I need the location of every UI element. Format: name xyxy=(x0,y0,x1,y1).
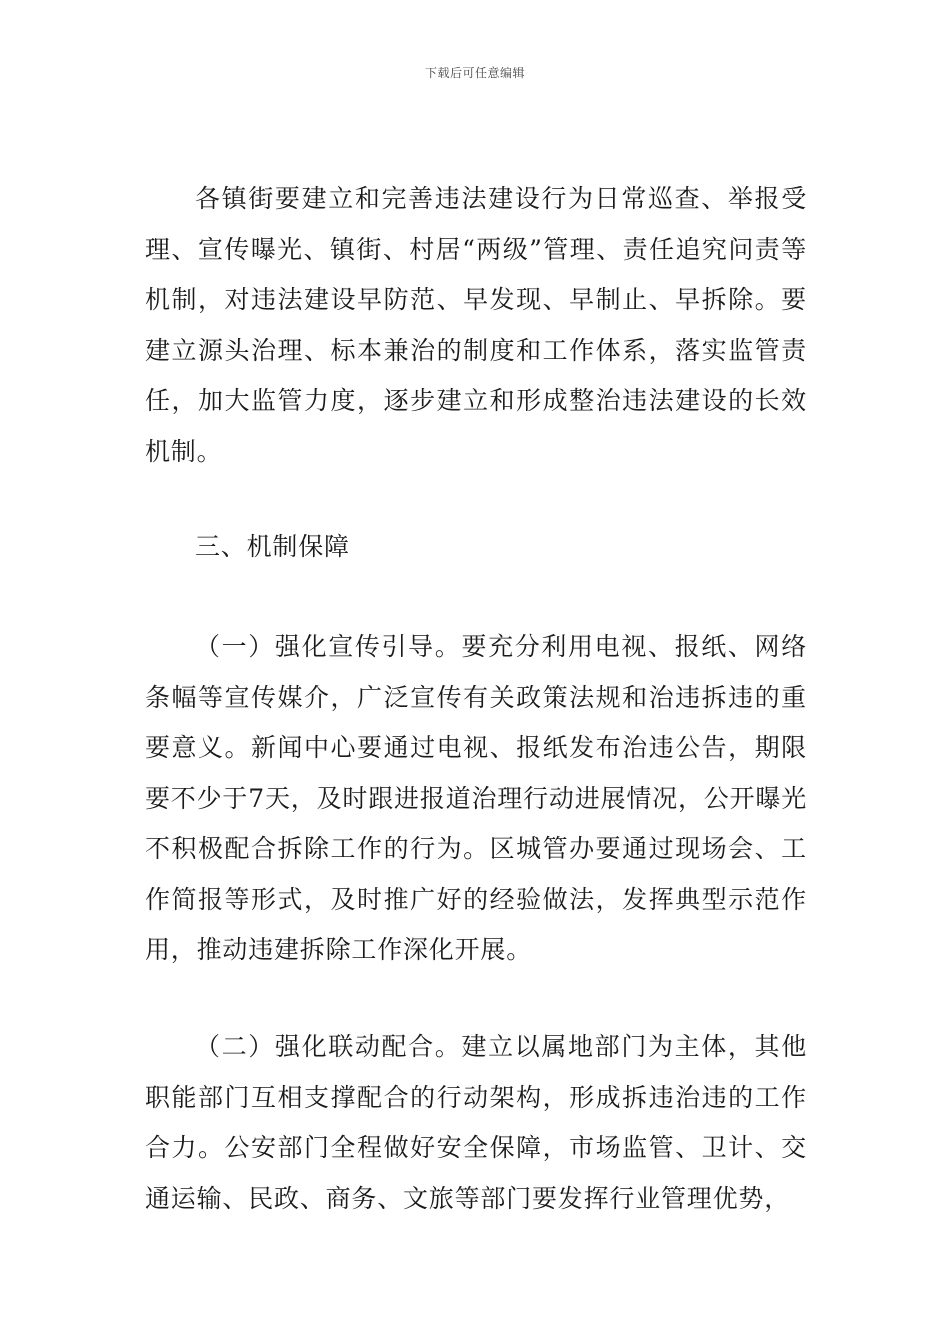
paragraph-governance-mechanism: 各镇街要建立和完善违法建设行为日常巡查、举报受理、宣传曝光、镇街、村居“两级”管理、责任追究问责等机制，对违法建设早防范、早发现、早制止、早拆除。要建立源头治理、标本兼治的制度和工作体系，落实监管责任，加大监管力度，逐步建立和形成整治违法建设的长效机制。 xyxy=(145,184,807,466)
paragraph-coordination: （二）强化联动配合。建立以属地部门为主体，其他职能部门互相支撑配合的行动架构，形成拆违治违的工作合力。公安部门全程做好安全保障，市场监管、卫计、交通运输、民政、商务、文旅等部门要发挥行业管理优势， xyxy=(145,1032,807,1213)
page-header-note: 下载后可任意编辑 xyxy=(424,66,525,80)
paragraph-publicity-guidance: （一）强化宣传引导。要充分利用电视、报纸、网络条幅等宣传媒介，广泛宣传有关政策法规和治违拆违的重要意义。新闻中心要通过电视、报纸发布治违公告，期限要不少于7天，及时跟进报道治理行动进展情况，公开曝光不积极配合拆除工作的行为。区城管办要通过现场会、工作简报等形式，及时推广好的经验做法，发挥典型示范作用，推动违建拆除工作深化开展。 xyxy=(145,632,807,964)
section-heading-mechanism-guarantee: 三、机制保障 xyxy=(195,532,350,561)
